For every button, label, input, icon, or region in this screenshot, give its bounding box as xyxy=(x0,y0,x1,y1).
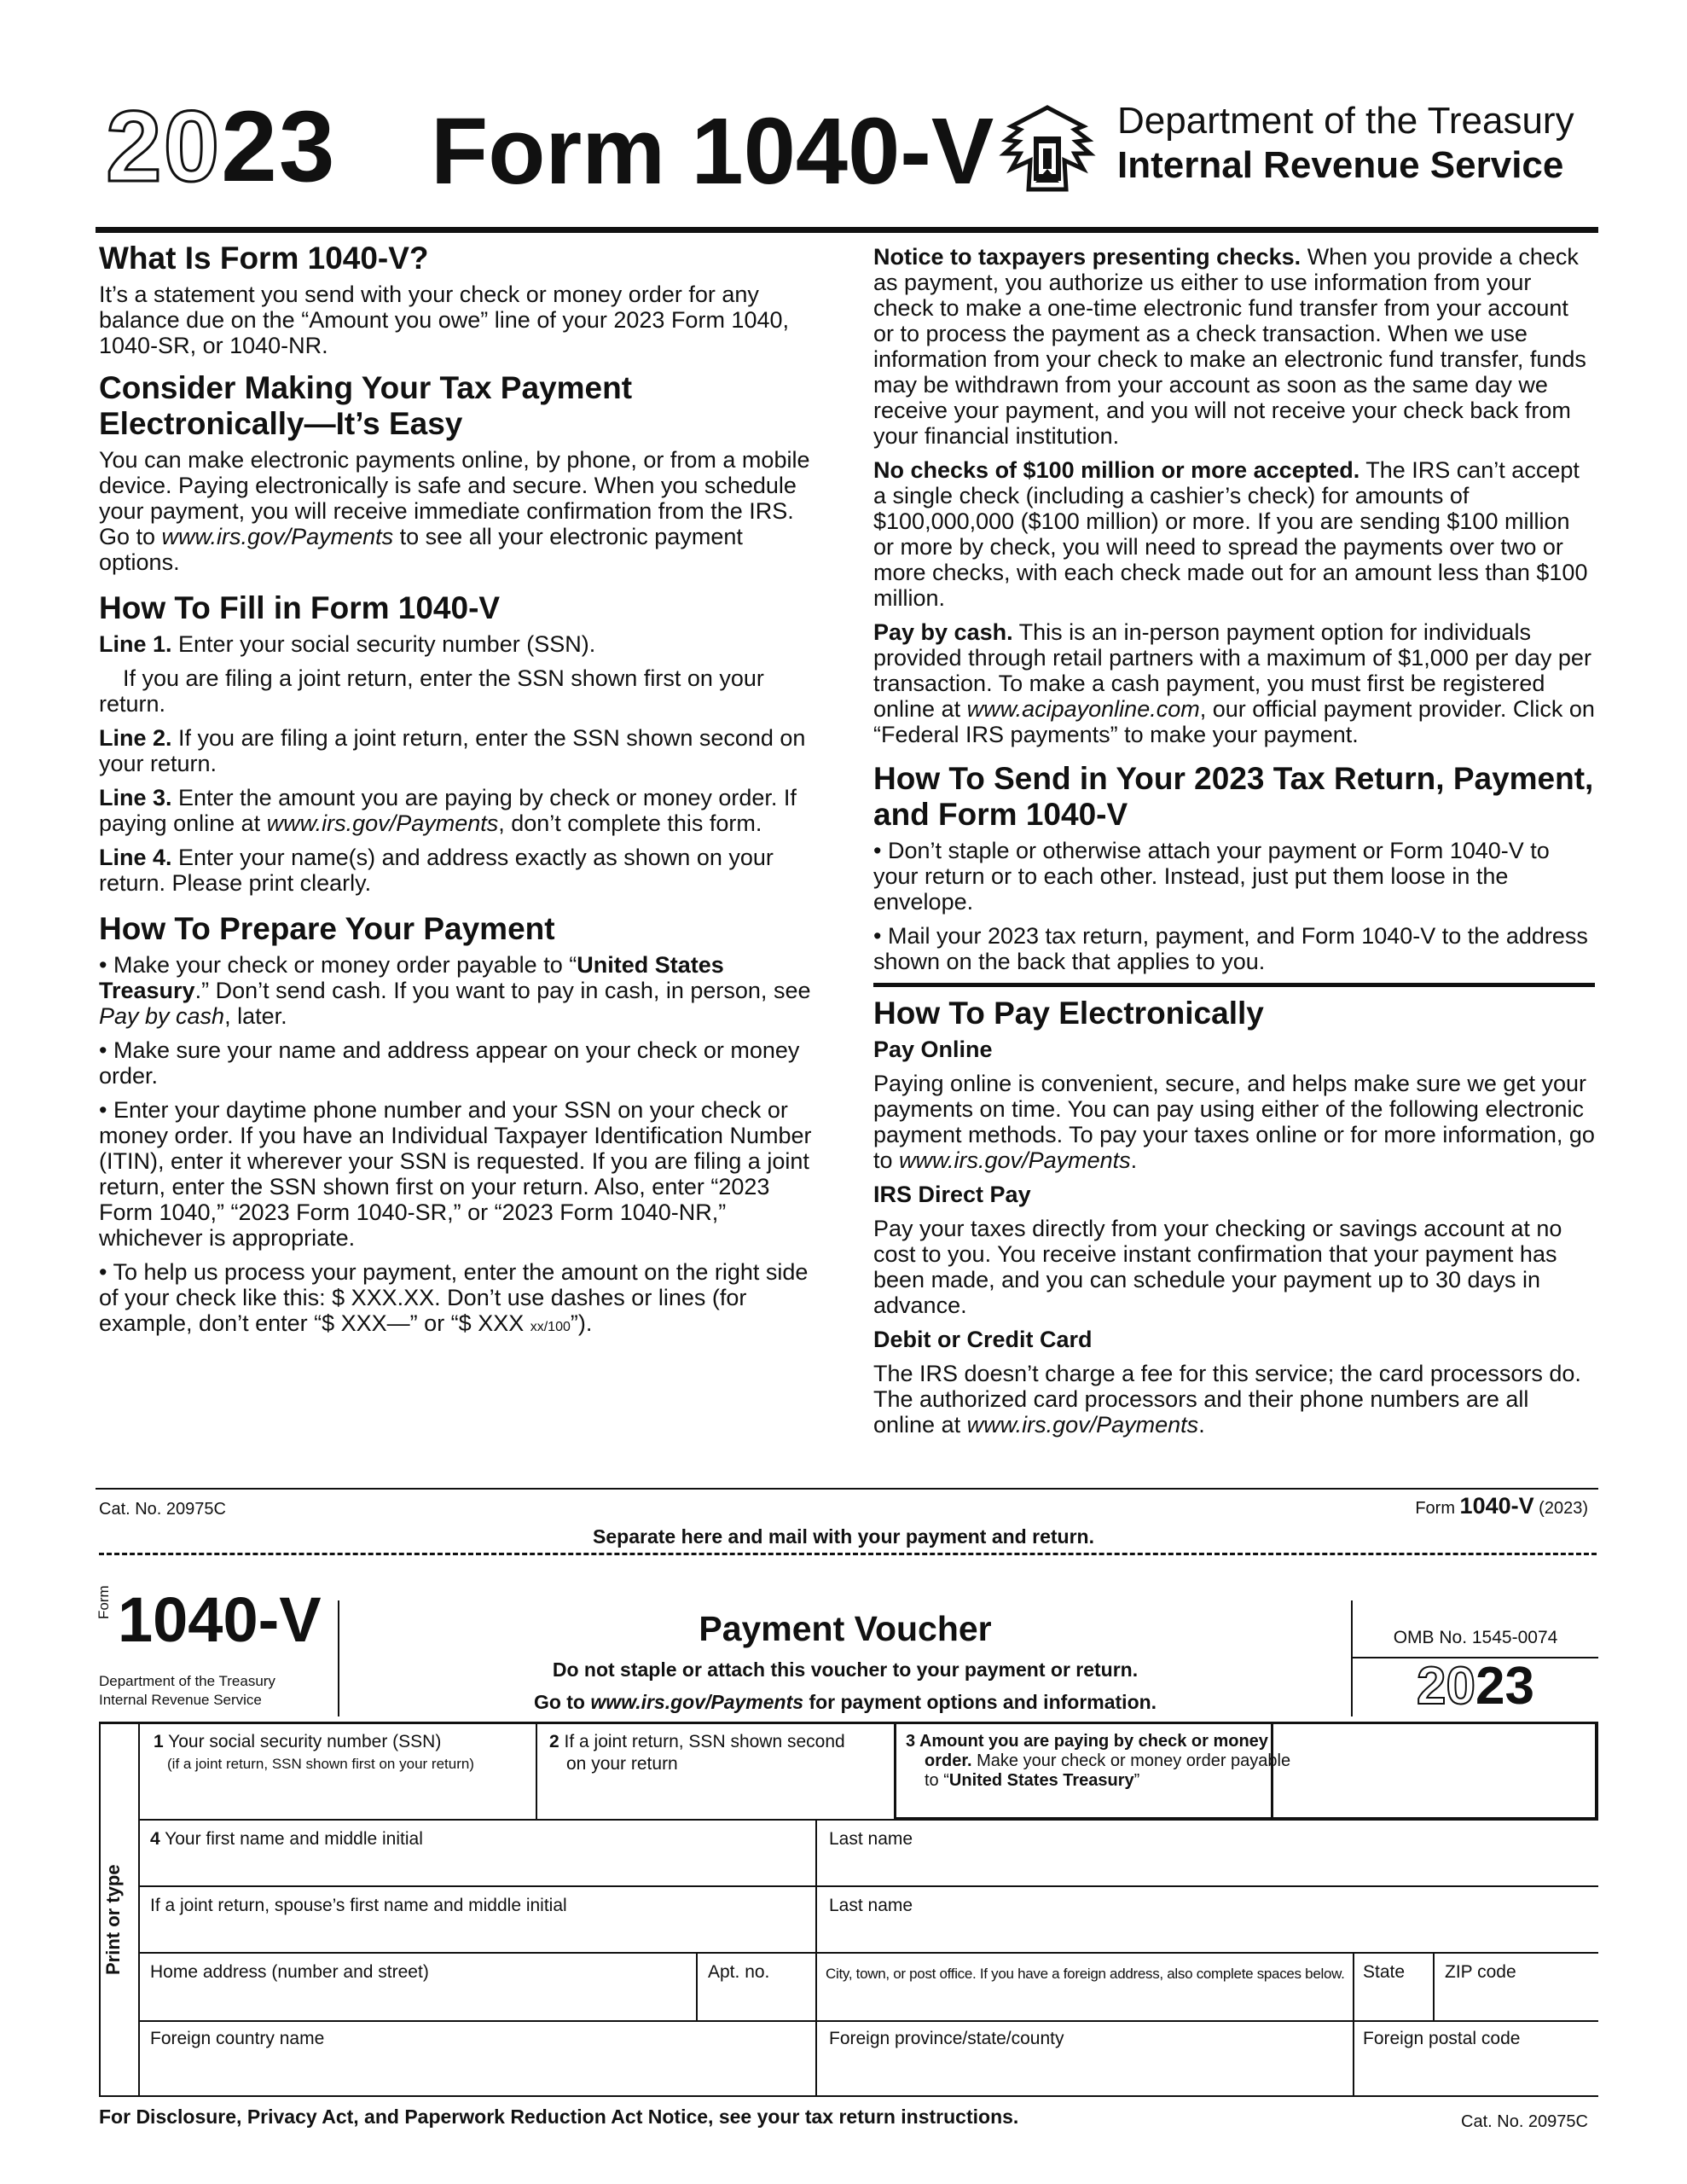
cash-link[interactable]: www.acipayonline.com xyxy=(966,696,1200,722)
foreign-province-input[interactable] xyxy=(819,2053,1349,2094)
consider-text-b: to see all your electronic payment options. xyxy=(99,524,743,575)
last-name-label: Last name xyxy=(829,1829,913,1849)
city-label: City, town, or post office. If you have a foreign address, also complete spaces below. xyxy=(826,1966,1345,1982)
first-name-input[interactable] xyxy=(142,1853,812,1884)
apt-divider xyxy=(696,1954,698,2020)
heading-consider: Consider Making Your Tax Payment Electronically—It’s Easy xyxy=(99,370,633,441)
f3-num: 3 xyxy=(906,1732,916,1751)
form-year: (2023) xyxy=(1533,1499,1588,1518)
heading-pay-electronically: How To Pay Electronically xyxy=(873,996,1264,1031)
card-paragraph xyxy=(873,1361,1595,1438)
form-title: Form 1040-V xyxy=(431,99,994,204)
voucher-form-number: 1040-V xyxy=(118,1584,322,1655)
voucher-dept2: Internal Revenue Service xyxy=(99,1692,262,1708)
left-column xyxy=(99,241,815,1349)
b1-c: , later. xyxy=(224,1003,287,1029)
sub2-a: Go to xyxy=(533,1691,591,1713)
ssn2-field-label2: on your return xyxy=(566,1754,678,1774)
voucher-top-rule xyxy=(99,1722,1598,1724)
voucher-sub2 xyxy=(338,1691,1353,1714)
prepare-bullet-2: • Make sure your name and address appear on your check or money order. xyxy=(99,1037,800,1089)
year-solid: 23 xyxy=(221,90,337,203)
spouse-last-name-label: Last name xyxy=(829,1896,913,1915)
spouse-name-input[interactable] xyxy=(142,1920,812,1950)
omb-number: OMB No. 1545-0074 xyxy=(1393,1628,1558,1647)
zip-divider xyxy=(1433,1954,1435,2020)
prepare-bullet-1 xyxy=(99,952,815,1029)
ssn1-divider xyxy=(536,1723,537,1819)
spouse-name-label: If a joint return, spouse’s first name and middle initial xyxy=(150,1896,567,1915)
card-link[interactable]: www.irs.gov/Payments xyxy=(966,1412,1199,1438)
name-divider xyxy=(815,1821,817,2097)
f3-text: Make your check or money order payable to “ xyxy=(925,1751,1291,1790)
nochecks-text: The IRS can’t accept a single check (including a cashier’s check) for amounts of $100,000,000 ($100 million) or more. If you are sending $100 million or more by check, you will need to spread the payments over two or more checks, with each check made out for an amount less than $100 million. xyxy=(873,457,1588,611)
paragraph-consider xyxy=(99,447,815,575)
send-bullet-1: • Don’t staple or otherwise attach your payment or Form 1040-V to your return or to each other. Instead, just put them loose in the envelope. xyxy=(873,838,1550,915)
right-column xyxy=(873,244,1595,1446)
foreign-province-label: Foreign province/state/county xyxy=(829,2029,1064,2048)
ssn2-field-label xyxy=(549,1732,845,1752)
heading-send: How To Send in Your 2023 Tax Return, Payment, and Form 1040-V xyxy=(873,761,1594,832)
b1-a: • Make your check or money order payable to “ xyxy=(99,952,577,978)
line1-joint: If you are filing a joint return, enter the SSN shown first on your return. xyxy=(99,665,764,717)
line3-label: Line 3. xyxy=(99,785,172,810)
ssn-field-sub: (if a joint return, SSN shown first on your return) xyxy=(167,1756,474,1772)
line3-link[interactable]: www.irs.gov/Payments xyxy=(266,810,499,836)
cash-text-a: This is an in-person payment option for individuals provided through retail partners with a maximum of $1,000 per day per transaction. To make a cash payment, you must first be registered online at xyxy=(873,619,1591,722)
cat-number-top: Cat. No. 20975C xyxy=(99,1500,226,1519)
line4-label: Line 4. xyxy=(99,845,172,870)
f3-bold2: United States Treasury xyxy=(948,1771,1134,1790)
paragraph-what-is: It’s a statement you send with your check or money order for any balance due on the “Amount you owe” line of your 2023 Form 1040, 1040-SR, or 1040-NR. xyxy=(99,282,789,358)
card-text-b: . xyxy=(1198,1412,1205,1438)
f1-label: Your social security number (SSN) xyxy=(163,1732,442,1751)
f4-label: Your first name and middle initial xyxy=(159,1829,423,1849)
b1-ital: Pay by cash xyxy=(99,1003,225,1029)
department-header xyxy=(1117,99,1574,188)
f2-label: If a joint return, SSN shown second xyxy=(559,1732,845,1751)
online-link[interactable]: www.irs.gov/Payments xyxy=(899,1147,1131,1173)
line2-label: Line 2. xyxy=(99,725,172,751)
f3-bold: Amount you are paying by check or money order. xyxy=(915,1732,1268,1770)
consider-link[interactable]: www.irs.gov/Payments xyxy=(161,524,394,549)
line1-body: Enter your social security number (SSN). xyxy=(171,631,596,657)
cash-text-b: , our official payment provider. Click on “Federal IRS payments” to make your payment. xyxy=(873,696,1595,747)
amount-input[interactable] xyxy=(1274,1725,1593,1815)
pay-rule xyxy=(873,983,1595,987)
zip-input[interactable] xyxy=(1436,1986,1595,2018)
notice-bold: Notice to taxpayers presenting checks. xyxy=(873,244,1301,270)
heading-direct-pay: IRS Direct Pay xyxy=(873,1182,1031,1207)
b4-fraction: xx/100 xyxy=(530,1320,571,1334)
home-address-label: Home address (number and street) xyxy=(150,1962,429,1982)
state-input[interactable] xyxy=(1356,1986,1429,2018)
f3-end: ” xyxy=(1133,1771,1140,1790)
voucher-side-inner xyxy=(138,1722,140,2097)
online-text-b: . xyxy=(1130,1147,1138,1173)
amount-field-label xyxy=(906,1732,1291,1791)
apt-input[interactable] xyxy=(699,1986,812,2018)
ssn-input[interactable] xyxy=(142,1778,534,1817)
direct-paragraph: Pay your taxes directly from your checking or savings account at no cost to you. You receive instant confirmation that your payment has been made, and you can schedule your payment up to 30 days in advance. xyxy=(873,1216,1562,1318)
voucher-form-word: Form xyxy=(96,1585,112,1619)
nochecks-bold: No checks of $100 million or more accepted. xyxy=(873,457,1360,483)
amount-box-bottom xyxy=(894,1817,1598,1821)
row2-bottom xyxy=(138,1885,1598,1887)
voucher-sub1: Do not staple or attach this voucher to your payment or return. xyxy=(552,1658,1139,1681)
voucher-dept xyxy=(99,1672,275,1710)
line4-text xyxy=(99,845,815,896)
form-ref-top xyxy=(1415,1493,1588,1519)
online-text-a: Paying online is convenient, secure, and helps make sure we get your payments on time. You can pay using either of the following electronic payment methods. To pay your taxes online or for more information, go to xyxy=(873,1071,1595,1173)
voucher-title: Payment Voucher xyxy=(699,1609,992,1648)
cash-paragraph xyxy=(873,619,1595,747)
sub2-link[interactable]: www.irs.gov/Payments xyxy=(590,1691,804,1713)
notice-text: When you provide a check as payment, you authorize us either to use information from your check to make a one-time electronic fund transfer from your account or to process the payment as a check transaction. When we use information from your check to make an electronic fund transfer, funds may be withdrawn from your account as soon as the same day we receive your payment, and you will not receive your check back from your financial institution. xyxy=(873,244,1586,449)
voucher-bottom-rule xyxy=(99,2095,1598,2097)
city-input[interactable] xyxy=(819,1986,1349,2018)
notice-paragraph xyxy=(873,244,1595,449)
spouse-last-name-input[interactable] xyxy=(819,1920,1595,1950)
home-address-input[interactable] xyxy=(142,1986,693,2018)
dept-treasury: Department of the Treasury xyxy=(1117,100,1574,142)
line4-body: Enter your name(s) and address exactly as shown on your return. Please print clearly. xyxy=(99,845,774,896)
ssn2-divider xyxy=(894,1723,896,1819)
cut-line[interactable] xyxy=(99,1553,1597,1555)
f2-num: 2 xyxy=(549,1732,559,1751)
voucher-year-outline: 20 xyxy=(1417,1657,1475,1716)
line2-text xyxy=(99,725,815,776)
card-text-a: The IRS doesn’t charge a fee for this service; the card processors do. The authorized card processors and their phone numbers are all online at xyxy=(873,1361,1581,1438)
foreign-country-input[interactable] xyxy=(142,2053,812,2094)
foreign-postal-input[interactable] xyxy=(1356,2053,1595,2094)
consider-text-a: You can make electronic payments online, by phone, or from a mobile device. Paying electronically is safe and secure. When you schedule your payment, you will receive immediate confirmation from the IRS. Go to xyxy=(99,447,810,549)
line3-body-a: Enter the amount you are paying by check or money order. If paying online at xyxy=(99,785,797,836)
sub2-b: for payment options and information. xyxy=(803,1691,1157,1713)
line2-body: If you are filing a joint return, enter the SSN shown second on your return. xyxy=(99,725,806,776)
irs-eagle-logo-icon xyxy=(994,101,1100,196)
form-name: 1040-V xyxy=(1459,1493,1534,1519)
amount-right xyxy=(1595,1723,1598,1819)
cash-bold: Pay by cash. xyxy=(873,619,1013,645)
heading-prepare: How To Prepare Your Payment xyxy=(99,911,555,946)
b4-end: ”). xyxy=(570,1310,593,1336)
year-outline: 20 xyxy=(106,90,222,203)
b1-b: .” Don’t send cash. If you want to pay in cash, in person, see xyxy=(194,978,811,1003)
b1-bold: United States Treasury xyxy=(99,952,724,1003)
voucher-year-solid: 23 xyxy=(1475,1657,1534,1716)
online-paragraph xyxy=(873,1071,1595,1173)
voucher-dept1: Department of the Treasury xyxy=(99,1673,275,1689)
heading-what-is: What Is Form 1040-V? xyxy=(99,241,429,276)
b4-text: • To help us process your payment, enter the amount on the right side of your check like this: $ XXX.XX. Don’t use dashes or lines (for example, don’t enter “$ XXX—” or “$ XXX xyxy=(99,1259,809,1336)
line1-label: Line 1. xyxy=(99,631,172,657)
header-rule xyxy=(96,227,1598,233)
heading-fill: How To Fill in Form 1040-V xyxy=(99,590,501,625)
print-or-type-label: Print or type xyxy=(102,1864,124,1975)
zip-label: ZIP code xyxy=(1445,1962,1516,1982)
line3-body-b: , don’t complete this form. xyxy=(498,810,762,836)
first-name-label xyxy=(150,1829,423,1850)
nochecks-paragraph xyxy=(873,457,1595,611)
line3-text xyxy=(99,785,815,836)
footer-top-rule xyxy=(96,1488,1598,1490)
separate-instruction: Separate here and mail with your payment and return. xyxy=(593,1525,1094,1548)
apt-label: Apt. no. xyxy=(708,1962,770,1982)
prepare-bullet-3: • Enter your daytime phone number and your SSN on your check or money order. If you have an Individual Taxpayer Identification Number (ITIN), enter it wherever your SSN is requested. If you are filing a joint return, enter the SSN shown first on your return. Also, enter “2023 Form 1040,” “2023 Form 1040-SR,” or “2023 Form 1040-NR,” whichever is appropriate. xyxy=(99,1097,812,1251)
f4-num: 4 xyxy=(150,1829,160,1849)
row4-bottom xyxy=(138,2020,1598,2022)
heading-card: Debit or Credit Card xyxy=(873,1327,1093,1352)
form-prefix: Form xyxy=(1415,1499,1460,1518)
header-year xyxy=(106,90,337,229)
prepare-bullet-4 xyxy=(99,1259,815,1340)
last-name-input[interactable] xyxy=(819,1853,1595,1884)
voucher-year xyxy=(1353,1658,1598,1728)
cat-number-bottom: Cat. No. 20975C xyxy=(1461,2112,1588,2131)
foreign-postal-label: Foreign postal code xyxy=(1363,2029,1521,2048)
state-divider xyxy=(1353,1954,1354,2097)
heading-pay-online: Pay Online xyxy=(873,1037,993,1062)
row3-bottom xyxy=(138,1952,1598,1954)
send-bullet-2: • Mail your 2023 tax return, payment, and Form 1040-V to the address shown on the back that applies to you. xyxy=(873,923,1588,974)
ssn-field-label xyxy=(154,1732,441,1752)
foreign-country-label: Foreign country name xyxy=(150,2029,325,2048)
ssn2-input[interactable] xyxy=(539,1778,892,1817)
dept-irs: Internal Revenue Service xyxy=(1117,144,1564,186)
voucher-side-left xyxy=(99,1722,101,2097)
f1-num: 1 xyxy=(154,1732,164,1751)
line1-text xyxy=(99,631,815,657)
disclosure-notice: For Disclosure, Privacy Act, and Paperwork Reduction Act Notice, see your tax return instructions. xyxy=(99,2106,1019,2128)
state-label: State xyxy=(1363,1962,1406,1982)
